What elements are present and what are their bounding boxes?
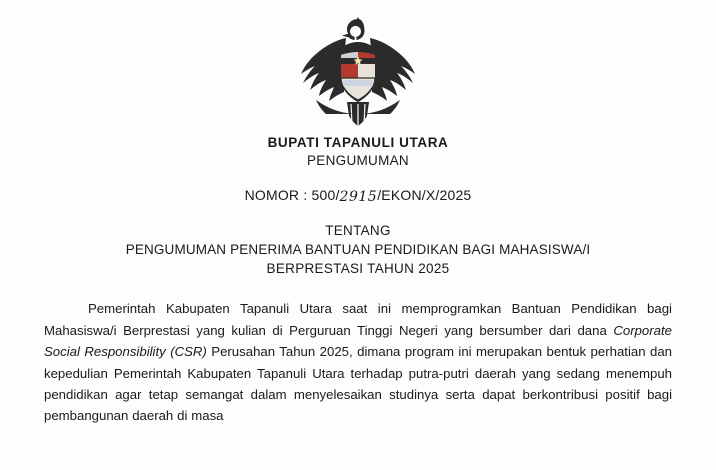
- about-label: TENTANG: [325, 223, 391, 239]
- document-number-handwritten: 2915: [339, 189, 378, 206]
- document-number-suffix: /EKON/X/2025: [377, 187, 472, 204]
- document-title-line-1: PENGUMUMAN PENERIMA BANTUAN PENDIDIKAN BAGI MAHASISWA/I: [125, 242, 591, 258]
- document-body: [44, 298, 672, 426]
- emblem-container: [44, 0, 672, 128]
- garuda-pancasila-emblem-icon: [298, 16, 418, 128]
- paragraph-text-part-2: Perusahan Tahun 2025, dimana program ini merupakan bentuk perhatian dan kepedulian Pemerintah Kabupaten Tapanuli Utara terhadap putra-putri daerah yang sedang menempuh pendidikan agar tetap semangat dalam menyelesaikan studinya serta dapat berkontribusi positif bagi pembangunan daerah di masa: [44, 344, 672, 424]
- institution-name: BUPATI TAPANULI UTARA: [267, 135, 449, 150]
- document-title-line-2: BERPRESTASI TAHUN 2025: [266, 261, 450, 277]
- paragraph-text-part-1: Pemerintah Kabupaten Tapanuli Utara saat ini memprogramkan Bantuan Pendidikan bagi Mahasiswa/i Berprestasi yang kulian di Perguruan Tinggi Negeri yang bersumber dari dana: [44, 301, 672, 338]
- document-type: PENGUMUMAN: [306, 153, 409, 169]
- document-number-prefix: NOMOR : 500/: [244, 187, 340, 204]
- document-header: [44, 134, 672, 276]
- body-paragraph: [44, 298, 672, 426]
- paragraph-italic-term: Corporate Social Responsibility (CSR): [44, 322, 672, 360]
- document-number: [44, 187, 672, 204]
